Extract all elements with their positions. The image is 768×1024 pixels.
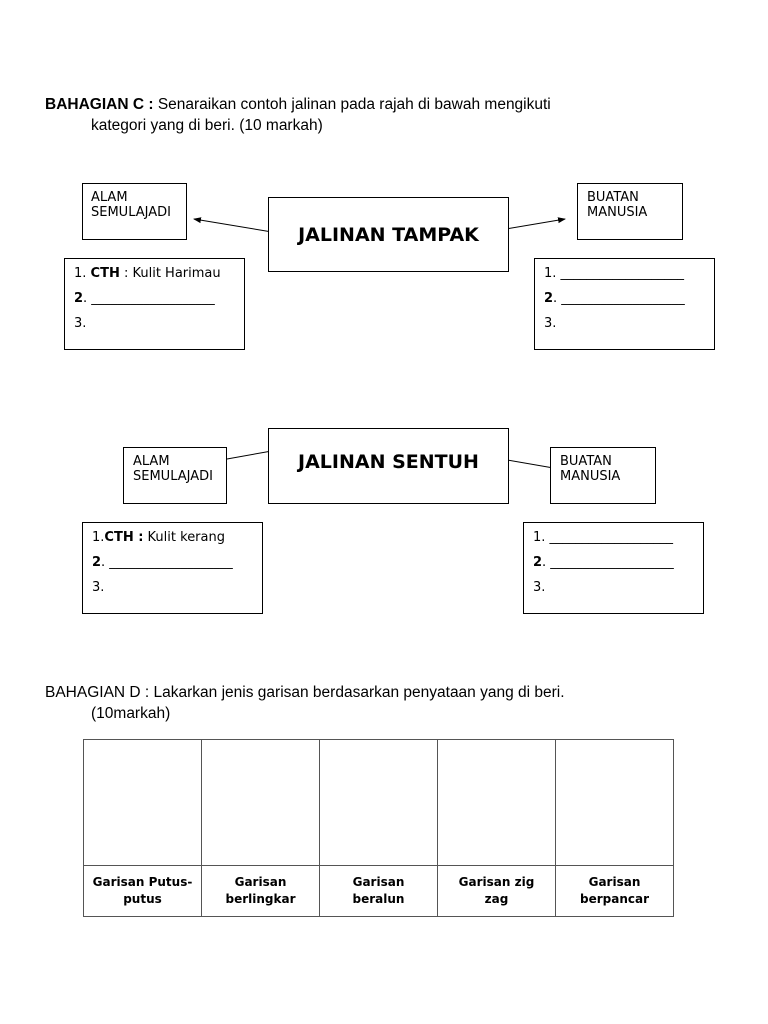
arrow-tampak-left [194,219,278,233]
label-row [84,866,674,917]
tampak-buatan-list [534,258,715,350]
jalinan-tampak-title: JALINAN TAMPAK [298,223,479,246]
category-label: SEMULAJADI [91,205,171,220]
category-label: MANUSIA [587,205,648,220]
column-label: Garisan zig zag [438,866,556,917]
jalinan-sentuh-title-box [268,428,509,504]
list-item: 2. ___________________ [533,555,674,570]
tampak-alam-list [64,258,245,350]
column-label: Garisan berlingkar [202,866,320,917]
list-item: 2. ___________________ [92,555,233,570]
drawing-cell[interactable] [556,740,674,866]
drawing-row [84,740,674,866]
bahagian-d-heading [45,683,565,702]
bahagian-c-instruction: Senaraikan contoh jalinan pada rajah di bawah mengikuti [157,96,551,113]
list-item: 3. [533,580,546,595]
tampak-buatan-manusia-box [577,183,683,240]
sentuh-alam-list [82,522,263,614]
category-label: ALAM [91,190,128,205]
bahagian-c-instruction-line2: kategori yang di beri. (10 markah) [91,117,323,134]
category-label: MANUSIA [560,469,621,484]
category-label: BUATAN [587,190,639,205]
list-item: 1. ___________________ [533,530,674,545]
sentuh-alam-semulajadi-box [123,447,227,504]
list-item: 2. ___________________ [544,291,685,306]
bahagian-d-instruction: Lakarkan jenis garisan berdasarkan penyataan yang di beri. [153,684,565,701]
list-item: 3. [92,580,105,595]
list-item: 3. [74,316,87,331]
column-label: Garisan Putus- putus [84,866,202,917]
list-item: 1.CTH : Kulit kerang [92,530,225,545]
drawing-cell[interactable] [438,740,556,866]
column-label: Garisan beralun [320,866,438,917]
list-item: 1. ___________________ [544,266,685,281]
drawing-cell[interactable] [320,740,438,866]
garisan-table [83,739,674,917]
sentuh-buatan-manusia-box [550,447,656,504]
sentuh-buatan-list [523,522,704,614]
category-label: ALAM [133,454,170,469]
list-item: 2. ___________________ [74,291,215,306]
list-item: 1. CTH : Kulit Harimau [74,266,221,281]
category-label: SEMULAJADI [133,469,213,484]
jalinan-tampak-title-box [268,197,509,272]
drawing-cell[interactable] [202,740,320,866]
bahagian-d-label: BAHAGIAN D : [45,684,150,701]
bahagian-d-instruction-line2: (10markah) [91,705,171,722]
category-label: BUATAN [560,454,612,469]
bahagian-c-label: BAHAGIAN C : [45,96,154,113]
tampak-alam-semulajadi-box [82,183,187,240]
column-label: Garisan berpancar [556,866,674,917]
jalinan-sentuh-title: JALINAN SENTUH [298,451,479,473]
drawing-cell[interactable] [84,740,202,866]
list-item: 3. [544,316,557,331]
